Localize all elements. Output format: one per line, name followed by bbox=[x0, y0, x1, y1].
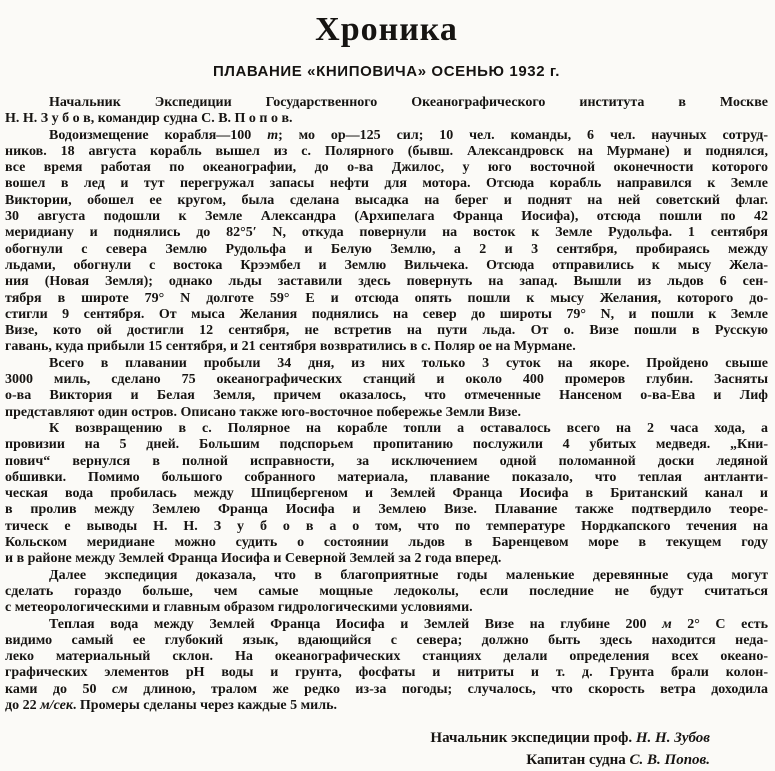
signature-label: Начальник экспедиции проф. bbox=[430, 730, 636, 747]
text-line: ческая вода пробилась между Шпицбергеном и Землей Франца Иосифа в Британский канал и bbox=[5, 486, 768, 502]
text-line: ками до 50 см длиною, тралом же редко из-за погоды; случалось, что скорость ветра доходила bbox=[5, 681, 768, 697]
text-line: в пролив между Землею Франца Иосифа и Землею Визе. Плавание также подтвердило теоре- bbox=[5, 502, 768, 518]
text-line: леко материальный склон. На океанографических станциях делали определения всех океано- bbox=[5, 649, 768, 665]
text-line: стигли 9 сентября. От мыса Желания поднялись на север до широты 79° N, и пошли к Земле bbox=[5, 306, 768, 322]
signature-name: Н. Н. Зубов bbox=[635, 730, 710, 747]
article-body bbox=[5, 95, 768, 714]
text-line: вошел в лед и тут перегружал запасы нефти для мотора. Отсюда корабль направился к Земле bbox=[5, 176, 768, 192]
paragraph bbox=[5, 617, 768, 715]
text-line: графических элементов pH воды и грунта, фосфаты и нитриты и т. д. Грунта брали колон- bbox=[5, 665, 768, 681]
paragraph bbox=[5, 568, 768, 617]
text-line: и в районе между Землей Франца Иосифа и Северной Землей за 2 года вперед. bbox=[5, 551, 502, 567]
article-subtitle: ПЛАВАНИЕ «КНИПОВИЧА» ОСЕНЬЮ 1932 г. bbox=[212, 63, 561, 80]
text-line: 30 августа подошли к Земле Александра (Архипелага Франца Иосифа), отсюда пошли по 42 bbox=[5, 209, 768, 225]
paragraph bbox=[5, 128, 768, 356]
text-line: 3000 миль, сделано 75 океанографических станций и около 400 промеров глубин. Засняты bbox=[5, 372, 768, 388]
text-line: Н. Н. З у б о в, командир судна С. В. П о п о в. bbox=[5, 111, 293, 127]
text-line: К возвращению в с. Полярное на корабле топли а оставалось всего на 2 часа хода, а bbox=[49, 420, 768, 436]
paragraph bbox=[5, 356, 768, 421]
signature-label: Капитан судна bbox=[526, 752, 630, 769]
text-line: Виктории, обошел ее кругом, была сделана высадка на берег и поднят на ней советский флаг. bbox=[5, 192, 768, 208]
text-line: гавань, куда прибыли 15 сентября, и 21 сентября возвратились в с. Поляр ое на Мурмане. bbox=[5, 339, 576, 355]
text-line: обшивки. Помимо большого собранного материала, плавание показало, что теплая антланти- bbox=[5, 469, 768, 485]
text-line: Кольском меридиане можно судить о состоянии льдов в Баренцевом море в текущем году bbox=[5, 535, 768, 551]
text-line: тическ е выводы Н. Н. З у б о в а о том, что по температуре Нордкапского течения на bbox=[5, 518, 768, 534]
text-line: сделать гораздо больше, чем самые мощные ледоколы, если последние не будут считаться bbox=[5, 583, 768, 599]
text-line: видимо самый ее глубокий язык, вдающийся с севера; должно быть здесь находится неда- bbox=[5, 632, 768, 648]
article-title: Хроника bbox=[315, 11, 458, 48]
text-line: представляют один остров. Описано также юго-восточное побережье Земли Визе. bbox=[5, 404, 521, 420]
text-line: ников. 18 августа корабль вышел из с. Полярного (бывш. Александровск на Мурмане) и поднялся, bbox=[5, 143, 768, 159]
text-line: с метеорологическими и главным образом гидрологическими условиями. bbox=[5, 600, 473, 616]
text-line: о-ва Виктория и Белая Земля, причем оказалось, что отмеченные Нансеном о-ва-Ева и Лиф bbox=[5, 388, 768, 404]
text-line: Теплая вода между Землей Франца Иосифа и Землей Визе на глубине 200 м 2° С есть bbox=[49, 616, 769, 632]
text-line: Визе, кото ой достигли 12 сентября, не встретив на пути льда. От о. Визе пошли в Русскую bbox=[5, 323, 768, 339]
text-line: льдами, обогнули с востока Крээмбел и Землю Вильчека. Отсюда отправились к мысу Жела- bbox=[5, 257, 768, 273]
text-line: пович“ вернулся в полной исправности, за исключением одной поломанной доски ледяной bbox=[5, 453, 768, 469]
signature-block bbox=[5, 727, 768, 771]
text-line: провизии на 5 дней. Большим подспорьем пропитанию послужили 4 убитых медведя. „Кни- bbox=[5, 437, 768, 453]
text-line: Начальник Экспедиции Государственного Океанографического института в Москве bbox=[49, 95, 768, 110]
paragraph bbox=[5, 95, 768, 128]
text-line: тября в широте 79° N долготе 59° E и отсюда опять пошли к мысу Желания, которого до- bbox=[5, 290, 768, 306]
text-line: меридиану и поднялись до 82°5′ N, откуда повернули на восток к Земле Рудольфа. 1 сентября bbox=[5, 225, 768, 241]
paragraph bbox=[5, 421, 768, 568]
text-line: Всего в плавании пробыли 34 дня, из них только 3 суток на якоре. Пройдено свыше bbox=[49, 355, 768, 371]
text-line: все время работая по океанографии, до о-ва Джилос, у юго восточной оконечности которого bbox=[5, 160, 768, 176]
text-line: до 22 м/сек. Промеры сделаны через каждые 5 миль. bbox=[5, 697, 337, 713]
signature-name: С. В. Попов. bbox=[629, 752, 710, 769]
text-line: обогнули с севера Землю Рудольфа и Белую Землю, а 2 и 3 сентября, пробираясь между bbox=[5, 241, 768, 257]
signature-line bbox=[5, 727, 710, 749]
text-line: ния (Новая Земля); однако льды заставили здесь повернуть на запад. Вышли из льдов 6 сен- bbox=[5, 274, 768, 290]
text-line: Водоизмещение корабля—100 т; мо ор—125 сил; 10 чел. команды, 6 чел. научных сотруд- bbox=[49, 127, 768, 143]
text-line: Далее экспедиция доказала, что в благоприятные годы маленькие деревянные суда могут bbox=[49, 567, 768, 583]
